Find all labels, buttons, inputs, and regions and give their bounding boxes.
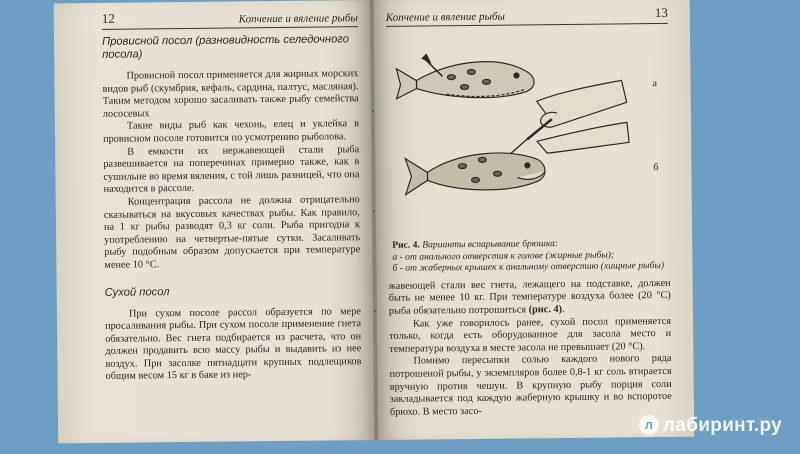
right-page-number: 13	[654, 4, 668, 21]
left-running-title: Копчение и вяление рыбы	[238, 12, 358, 26]
caption-title: Варианты вспарывание брюшка:	[422, 238, 559, 251]
paragraph: Концентрация рассола не должна отрицательно сказываться на вкусовых качествах рыбы. Как правило, на 1 кг рыбы разводят 0,3 кг соли. Рыба пригодна к употреблению на четвертые-пятые сутки. Засаливать рыбу подобным образом допускается при температуре менее 10 °С.	[103, 194, 361, 271]
figure-reference-tail: .	[562, 303, 565, 316]
right-page	[372, 0, 695, 440]
paragraph: При сухом посоле рассол образуется по мере просаливания рыбы. При сухом посоле применение гнета обязательно. Вес гнета подбирается из расчета, что он должен продавить всю массу рыбы и выдавить из нее воздух. При засолке пятнадцати крупных подлещиков общим весом 15 кг в баке из нер-	[104, 305, 362, 383]
section-title-sukhoy: Сухой посол	[104, 285, 170, 299]
right-running-title: Копчение и вяление рыбы	[385, 10, 505, 24]
left-page	[54, 0, 377, 443]
fish-b-icon	[405, 152, 545, 194]
labirint-logo-icon: л	[639, 415, 659, 435]
paragraph: Такие виды рыб как чехонь, елец и уклейка в провисном посоле готовится по усмотрению рыболова.	[103, 118, 359, 145]
watermark-text: лабиринт.ру	[663, 415, 782, 436]
fish-a-icon	[396, 53, 534, 98]
binding-stitch	[374, 310, 376, 312]
paragraph: Помимо пересыпки солью каждого нового ряда потрошеной рыбы, у экземпляров более 0,8-1 кг соль втирается вручную против чешуи. В крупную рыбу порция соли закладывается под каждую жаберную крышку и во вспоротое брюхо. В место засо-	[389, 353, 672, 418]
fish-gutting-illustration	[386, 30, 658, 208]
caption-label: Рис. 4.	[392, 239, 420, 251]
figure-4	[386, 30, 670, 238]
right-header	[386, 5, 668, 27]
paragraph	[389, 278, 671, 319]
book-spread	[54, 0, 695, 454]
left-page-number: 12	[101, 10, 115, 26]
paragraph: Как уже говорилось ранее, сухой посол применяется только, когда есть оборудованное для засола место и температура воздуха в месте засола не превышает (20 °С).	[389, 315, 672, 355]
paragraph-text: жавеющей стали вес гнета, лежащего на подставке, должен быть не менее 10 кг. При температуре воздуха более (20 °С) рыба обязательно потрошиться	[388, 277, 671, 317]
binding-stitch	[372, 110, 374, 112]
caption-line-b: б - от жаберных крышек к анальному отверстию (хищные рыбы)	[392, 260, 665, 274]
paragraph: Провисной посол применяется для жирных морских видов рыб (скумбрия, кефаль, сардина, палтус, масляная). Таким методом хорошо засаливать также рыбу семейства лососевых	[102, 68, 359, 120]
figure-reference: (рис. 4)	[528, 304, 563, 316]
figure-label-a: а	[652, 78, 658, 90]
paragraph: В емкости их нержавеющей стали рыба развешивается на поперечинах примерно также, как в сушильне во время вяления, с той лишь разницей, что она находится в рассоле.	[103, 143, 360, 196]
caption-line-a: а - от анального отверстия к голове (жирные рыбы);	[392, 249, 615, 263]
section-title-provisnoy: Провисной посол (разновидность селедочного посола)	[101, 33, 349, 61]
figure-label-b: б	[653, 162, 659, 174]
left-header	[102, 8, 358, 30]
figure-caption	[392, 237, 670, 275]
binding-stitch	[373, 210, 375, 212]
watermark	[639, 415, 782, 437]
